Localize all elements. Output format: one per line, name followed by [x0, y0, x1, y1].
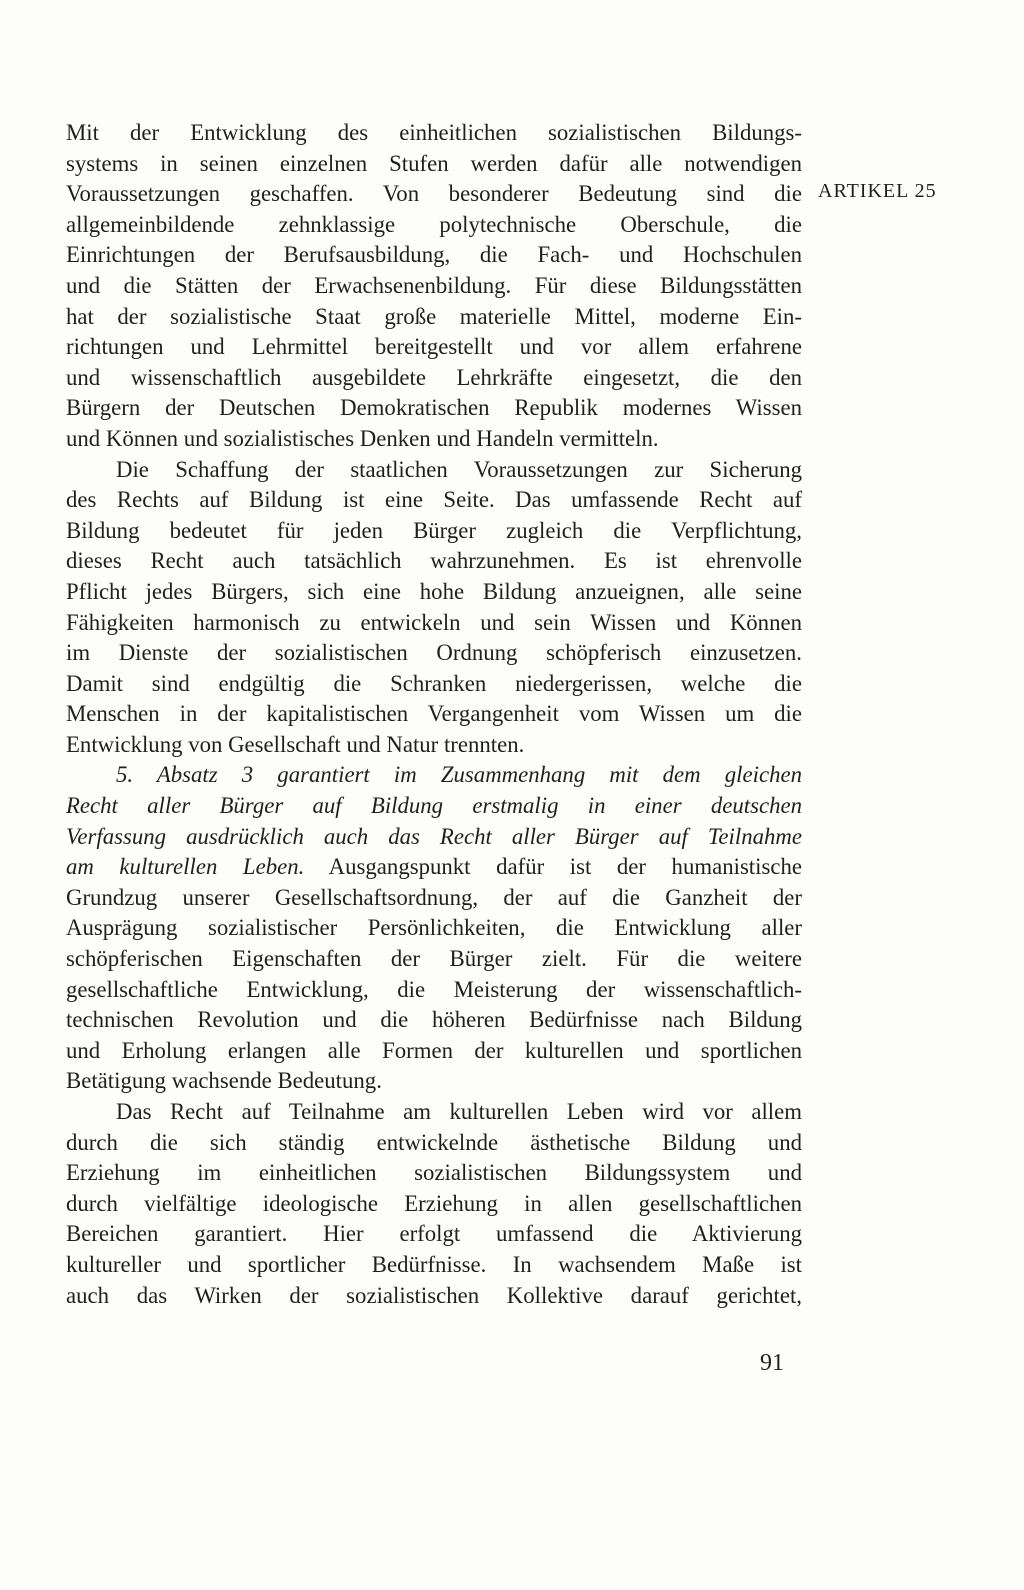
text-line: auch das Wirken der sozialistischen Kollektive darauf gerichtet, — [66, 1282, 802, 1308]
text-line: Das Recht auf Teilnahme am kulturellen Leben wird vor allem — [116, 1099, 802, 1124]
italic-phrase: am kulturellen Leben. — [66, 854, 305, 880]
text-line: Einrichtungen der Berufsausbildung, die Fach- und Hochschulen — [66, 242, 802, 268]
text-line: und die Stätten der Erwachsenenbildung. Für diese Bildungsstätten — [66, 272, 802, 298]
text-line: und Können und sozialistisches Denken und Handeln vermitteln. — [66, 425, 659, 451]
text-line: kultureller und sportlicher Bedürfnisse. In wachsendem Maße ist — [66, 1251, 802, 1277]
text-line: hat der sozialistische Staat große materielle Mittel, moderne Ein- — [66, 303, 802, 329]
text-line: richtungen und Lehrmittel bereitgestellt und vor allem erfahrene — [66, 334, 802, 360]
text-line: durch die sich ständig entwickelnde ästhetische Bildung und — [66, 1129, 802, 1155]
text-line: 5. Absatz 3 garantiert im Zusammenhang mit dem gleichen — [116, 762, 802, 788]
text-line: Entwicklung von Gesellschaft und Natur trennten. — [66, 731, 525, 757]
text-line: durch vielfältige ideologische Erziehung in allen gesellschaftlichen — [66, 1190, 802, 1216]
text-line: Erziehung im einheitlichen sozialistischen Bildungssystem und — [66, 1160, 802, 1186]
margin-article-label: ARTIKEL 25 — [818, 180, 937, 202]
text-line: Bildung bedeutet für jeden Bürger zugleich die Verpflichtung, — [66, 517, 802, 543]
text-line-mixed — [66, 852, 802, 883]
text-line: systems in seinen einzelnen Stufen werden dafür alle notwendigen — [66, 150, 802, 176]
text-line: Bürgern der Deutschen Demokratischen Republik modernes Wissen — [66, 395, 802, 421]
text-line: allgemeinbildende zehnklassige polytechnische Oberschule, die — [66, 211, 802, 237]
text-line: Recht aller Bürger auf Bildung erstmalig in einer deutschen — [66, 793, 802, 819]
text-line: Betätigung wachsende Bedeutung. — [66, 1068, 382, 1094]
text-line: technischen Revolution und die höheren Bedürfnisse nach Bildung — [66, 1007, 802, 1033]
page-number: 91 — [760, 1350, 784, 1376]
text-line: Pflicht jedes Bürgers, sich eine hohe Bildung anzueignen, alle seine — [66, 578, 802, 604]
text-line: schöpferischen Eigenschaften der Bürger zielt. Für die weitere — [66, 946, 802, 972]
text-line: dieses Recht auch tatsächlich wahrzunehmen. Es ist ehrenvolle — [66, 548, 802, 574]
text-line: Verfassung ausdrücklich auch das Recht aller Bürger auf Teilnahme — [66, 823, 802, 849]
text-line: Fähigkeiten harmonisch zu entwickeln und sein Wissen und Können — [66, 609, 802, 635]
text-line: Voraussetzungen geschaffen. Von besonderer Bedeutung sind die — [66, 181, 802, 207]
text-line: gesellschaftliche Entwicklung, die Meisterung der wissenschaftlich- — [66, 976, 802, 1002]
text-line: und Erholung erlangen alle Formen der kulturellen und sportlichen — [66, 1037, 802, 1063]
text-line: im Dienste der sozialistischen Ordnung schöpferisch einzusetzen. — [66, 640, 802, 666]
text-line: des Rechts auf Bildung ist eine Seite. Das umfassende Recht auf — [66, 487, 802, 513]
text-span: Ausgangspunkt dafür ist der humanistische — [328, 854, 802, 880]
text-line: Ausprägung sozialistischer Persönlichkeiten, die Entwicklung aller — [66, 915, 802, 941]
text-line: Mit der Entwicklung des einheitlichen sozialistischen Bildungs- — [66, 120, 802, 145]
text-line: Grundzug unserer Gesellschaftsordnung, der auf die Ganzheit der — [66, 884, 802, 910]
text-line: Menschen in der kapitalistischen Vergangenheit vom Wissen um die — [66, 701, 802, 727]
text-line: und wissenschaftlich ausgebildete Lehrkräfte eingesetzt, die den — [66, 364, 802, 390]
body-text — [66, 118, 802, 1311]
text-line: Damit sind endgültig die Schranken niedergerissen, welche die — [66, 670, 802, 696]
text-line: Bereichen garantiert. Hier erfolgt umfassend die Aktivierung — [66, 1221, 802, 1247]
text-line: Die Schaffung der staatlichen Voraussetzungen zur Sicherung — [116, 456, 802, 482]
